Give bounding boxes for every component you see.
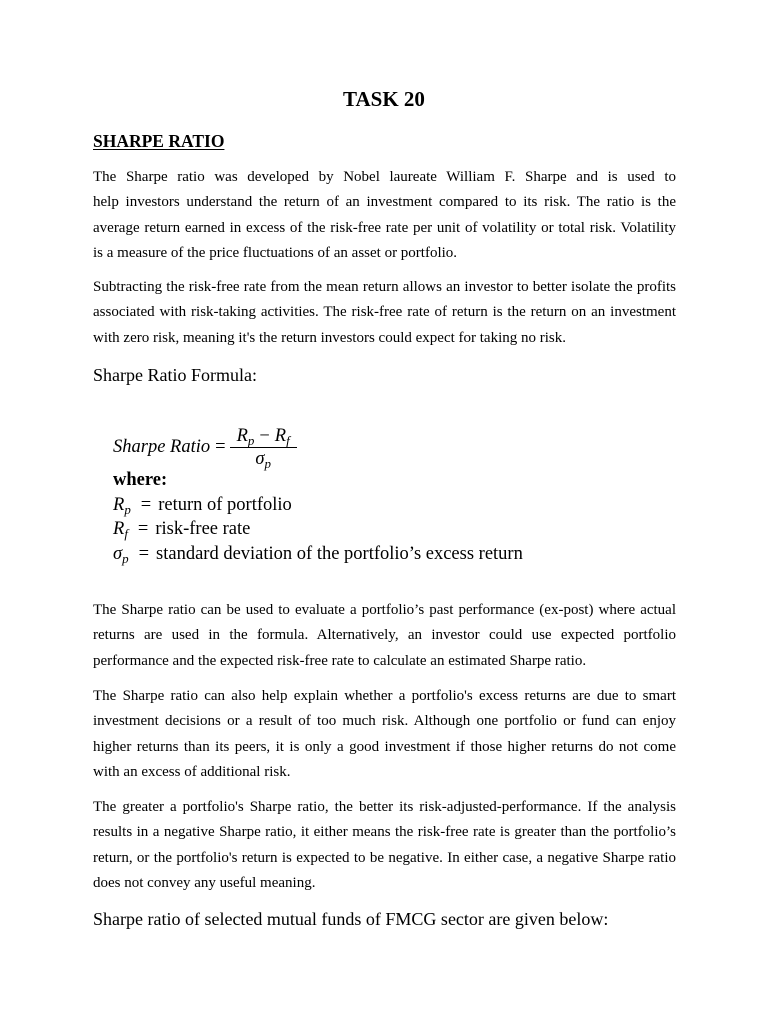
- paragraph-line: return, or the portfolio's return is expected to be negative. In either case, a negative Sharpe ratio: [93, 849, 676, 866]
- paragraph-line: The Sharpe ratio was developed by Nobel laureate William F. Sharpe and is used to: [93, 169, 676, 185]
- formula-definition: [113, 542, 523, 567]
- definition-symbol: σ: [113, 544, 123, 565]
- formula-denominator: [248, 448, 278, 470]
- paragraph-line: average return earned in excess of the risk-free rate per unit of volatility or total risk. Volatility: [93, 219, 676, 236]
- paragraph-3: [93, 598, 676, 674]
- formula-heading: Sharpe Ratio Formula:: [93, 365, 257, 385]
- formula-numerator: [230, 425, 297, 447]
- definition-equals-sign: =: [140, 494, 152, 515]
- paragraph-1: [93, 165, 676, 266]
- numerator-term-2: R: [274, 425, 287, 446]
- numerator-term-1-subscript: p: [247, 432, 255, 448]
- minus-operator: −: [259, 425, 270, 446]
- paragraph-line: returns are used in the formula. Alternatively, an investor could use expected portfolio: [93, 627, 676, 644]
- paragraph-line: performance and the expected risk-free rate to calculate an estimated Sharpe ratio.: [93, 652, 587, 669]
- paragraph-line: does not convey any useful meaning.: [93, 874, 316, 891]
- numerator-term-1: R: [236, 425, 248, 446]
- paragraph-line: is a measure of the price fluctuations of an asset or portfolio.: [93, 244, 458, 261]
- paragraph-line: The Sharpe ratio can be used to evaluate a portfolio’s past performance (ex-post) where actual: [93, 602, 676, 618]
- definition-meaning: standard deviation of the portfolio’s excess return: [156, 544, 523, 565]
- denominator-term: σ: [255, 448, 265, 469]
- formula-fraction: [230, 425, 297, 470]
- definition-symbol: R: [113, 519, 125, 540]
- definition-subscript: p: [122, 550, 129, 566]
- paragraph-line: with an excess of additional risk.: [93, 763, 291, 780]
- paragraph-line: help investors understand the return of an investment compared to its risk. The ratio is the: [93, 194, 676, 211]
- page-title: TASK 20: [343, 87, 425, 111]
- definition-equals-sign: =: [137, 519, 149, 540]
- paragraph-line: results in a negative Sharpe ratio, it either means the risk-free rate is greater than the portfolio’s: [93, 824, 676, 841]
- paragraph-2: [93, 275, 676, 351]
- denominator-subscript: p: [264, 455, 271, 471]
- section-heading: SHARPE RATIO: [93, 131, 225, 151]
- definition-equals-sign: =: [138, 544, 150, 565]
- formula-where-label: where:: [113, 470, 168, 490]
- definition-subscript: p: [124, 501, 131, 517]
- formula-definition: [113, 517, 523, 542]
- paragraph-4: [93, 684, 676, 785]
- paragraph-line: higher returns than its peers, it is only a good investment if those higher returns do not come: [93, 738, 676, 755]
- paragraph-line: associated with risk-taking activities. The risk-free rate of return is the return on an investment: [93, 304, 676, 321]
- numerator-term-2-subscript: f: [286, 432, 290, 448]
- formula-equals-sign: =: [215, 436, 226, 457]
- definition-meaning: return of portfolio: [158, 494, 292, 515]
- formula-definition: [113, 493, 523, 518]
- paragraph-line: Subtracting the risk-free rate from the mean return allows an investor to better isolate the profits: [93, 279, 676, 295]
- sharpe-ratio-equation: [113, 424, 297, 470]
- closing-line: Sharpe ratio of selected mutual funds of FMCG sector are given below:: [93, 909, 609, 929]
- paragraph-line: The greater a portfolio's Sharpe ratio, the better its risk-adjusted-performance. If the analysis: [93, 799, 676, 815]
- paragraph-line: with zero risk, meaning it's the return investors could expect for taking no risk.: [93, 329, 567, 346]
- formula-lhs: Sharpe Ratio: [113, 436, 211, 457]
- paragraph-5: [93, 795, 676, 896]
- paragraph-line: investment decisions or a result of too much risk. Although one portfolio or fund can enjoy: [93, 713, 676, 730]
- definition-meaning: risk-free rate: [155, 519, 251, 540]
- definition-subscript: f: [124, 526, 128, 542]
- paragraph-line: The Sharpe ratio can also help explain whether a portfolio's excess returns are due to smart: [93, 688, 676, 704]
- formula-definitions: [113, 468, 523, 567]
- definition-symbol: R: [113, 494, 125, 515]
